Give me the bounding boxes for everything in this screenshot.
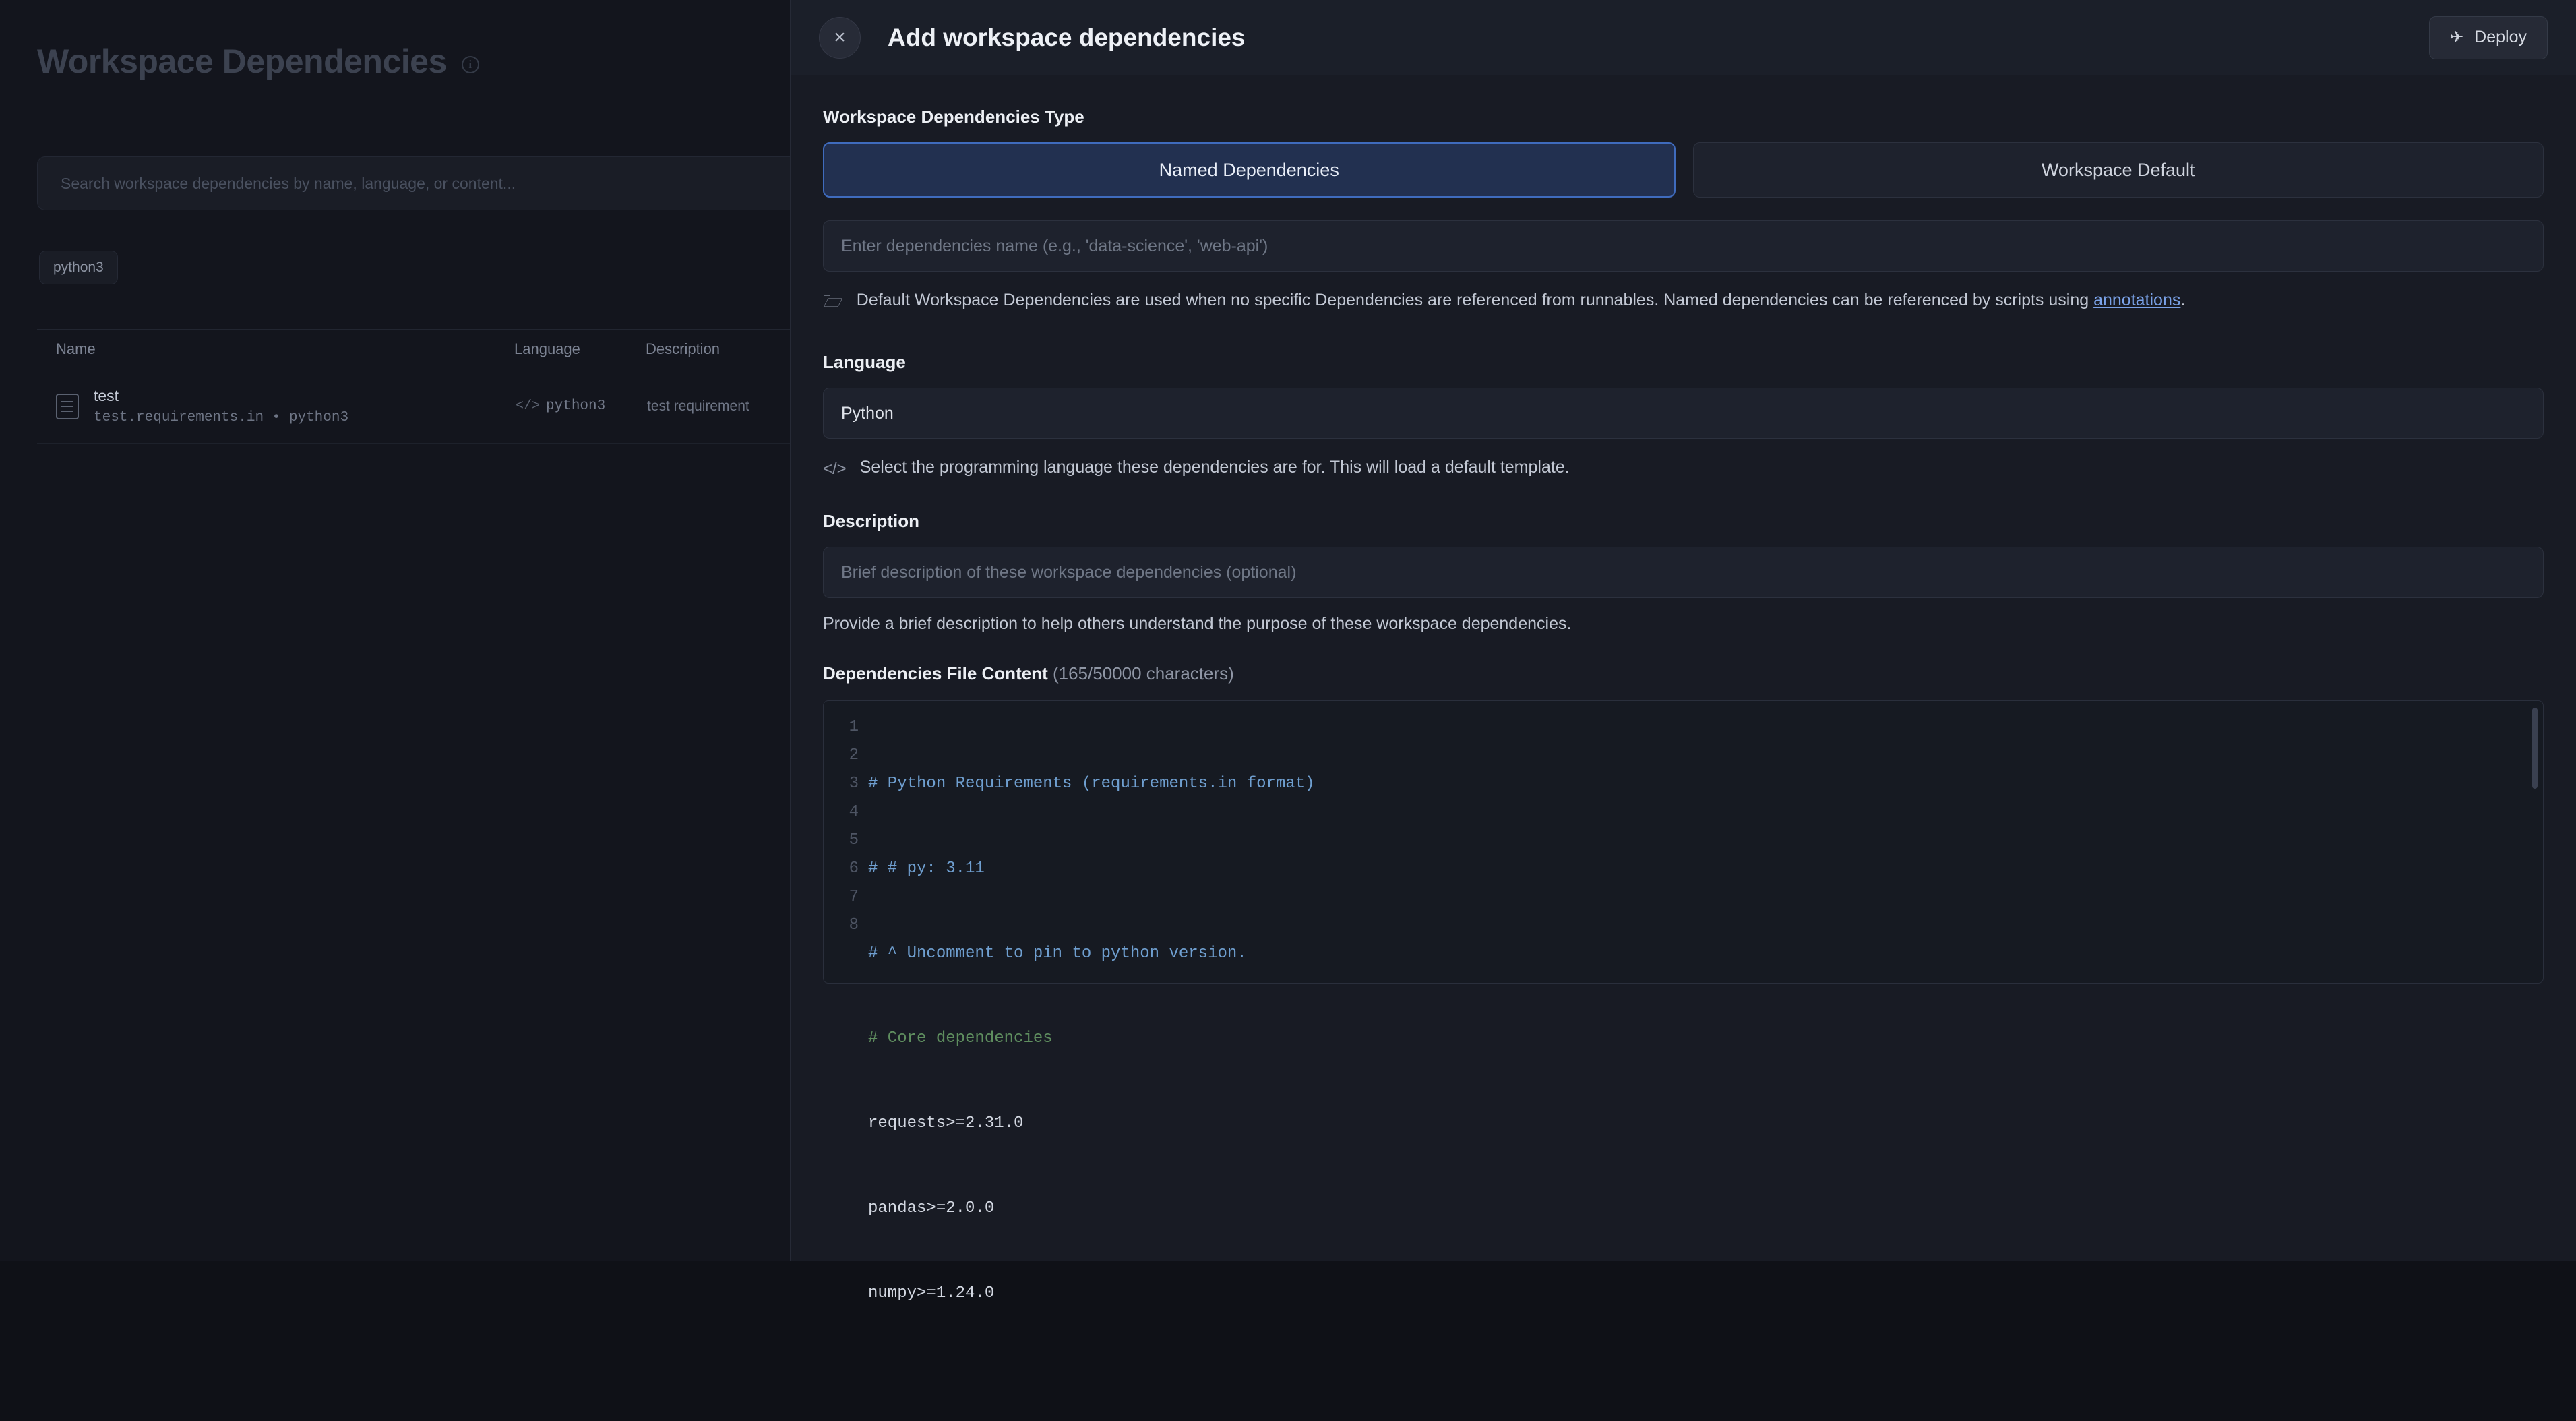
code-line: # # py: 3.11 xyxy=(868,859,985,878)
line-number-gutter xyxy=(824,701,859,983)
panel-title: Add workspace dependencies xyxy=(888,23,1246,51)
row-language xyxy=(516,398,647,414)
search-input[interactable] xyxy=(37,156,920,210)
type-section xyxy=(823,107,2544,314)
filter-chip-python3[interactable] xyxy=(39,251,118,284)
code-text-area[interactable] xyxy=(859,701,2543,1302)
filter-chip-label: python3 xyxy=(53,260,104,275)
deploy-button[interactable] xyxy=(2429,16,2548,59)
panel-header xyxy=(791,0,2576,75)
panel-body xyxy=(791,75,2576,1302)
code-line: pandas>=2.0.0 xyxy=(868,1199,995,1217)
dependencies-name-placeholder: Enter dependencies name (e.g., 'data-science', 'web-api') xyxy=(841,236,1268,255)
code-line: # Python Requirements (requirements.in format) xyxy=(868,775,1315,793)
line-number: 6 xyxy=(849,859,859,878)
info-icon[interactable]: i xyxy=(462,56,479,73)
type-helper-prefix: Default Workspace Dependencies are used when no specific Dependencies are referenced from runnables. Named dependencies can be referenced by scripts using xyxy=(856,291,2094,309)
description-section xyxy=(823,511,2544,634)
type-section-label: Workspace Dependencies Type xyxy=(823,107,1084,127)
page-title-row xyxy=(0,0,790,81)
rocket-icon: ✈ xyxy=(2450,28,2464,47)
row-description: test requirement xyxy=(647,398,749,414)
row-name-wrap xyxy=(94,387,516,425)
line-number: 7 xyxy=(849,888,859,906)
file-content-label xyxy=(823,663,2544,684)
file-icon xyxy=(56,394,79,419)
language-helper-text xyxy=(823,455,2544,481)
row-name: test xyxy=(94,387,119,404)
line-number: 8 xyxy=(849,916,859,934)
row-path: test.requirements.in • python3 xyxy=(94,410,349,425)
close-glyph: × xyxy=(834,26,846,49)
code-scrollbar-thumb[interactable] xyxy=(2532,708,2538,789)
code-line: # ^ Uncomment to pin to python version. xyxy=(868,944,1247,963)
code-icon: </> xyxy=(823,460,847,478)
type-segmented-control xyxy=(823,142,2544,198)
description-helper-text: Provide a brief description to help others understand the purpose of these workspace dependencies. xyxy=(823,614,1572,633)
line-number: 5 xyxy=(849,831,859,849)
folder-icon: 🗁 xyxy=(823,293,843,311)
segment-workspace-default-label: Workspace Default xyxy=(2041,159,2195,180)
workspace-dependencies-page xyxy=(0,0,790,1261)
column-header-language: Language xyxy=(514,340,580,357)
dependencies-name-input[interactable] xyxy=(823,220,2544,272)
description-input[interactable] xyxy=(823,547,2544,598)
line-number: 2 xyxy=(849,746,859,764)
code-scrollbar[interactable] xyxy=(2532,708,2538,977)
language-select-value: Python xyxy=(841,403,894,423)
segment-named-dependencies-label: Named Dependencies xyxy=(1159,159,1339,180)
description-section-label: Description xyxy=(823,511,920,531)
type-helper-text xyxy=(823,288,2544,314)
language-section-label: Language xyxy=(823,352,906,372)
column-header-description: Description xyxy=(646,340,720,357)
table-row[interactable] xyxy=(37,369,920,444)
type-helper-suffix: . xyxy=(2180,291,2186,309)
annotations-link[interactable]: annotations xyxy=(2093,291,2181,309)
column-header-name: Name xyxy=(56,340,96,357)
language-section xyxy=(823,352,2544,481)
file-content-counter: (165/50000 characters) xyxy=(1052,663,1234,684)
code-line: # Core dependencies xyxy=(868,1029,1053,1048)
language-helper-body: Select the programming language these dependencies are for. This will load a default template. xyxy=(859,458,1570,477)
line-number: 3 xyxy=(849,775,859,793)
file-content-section xyxy=(823,663,2544,1302)
type-helper-body xyxy=(857,288,2186,314)
segment-named-dependencies[interactable] xyxy=(823,142,1676,198)
search-placeholder: Search workspace dependencies by name, language, or content... xyxy=(61,174,516,192)
segment-workspace-default[interactable] xyxy=(1693,142,2544,198)
line-number: 4 xyxy=(849,803,859,821)
description-placeholder: Brief description of these workspace dependencies (optional) xyxy=(841,562,1297,582)
code-line: requests>=2.31.0 xyxy=(868,1114,1024,1132)
row-language-label: python3 xyxy=(546,398,606,414)
line-number: 1 xyxy=(849,718,859,736)
language-select[interactable] xyxy=(823,388,2544,439)
page-title: Workspace Dependencies xyxy=(37,42,447,80)
code-editor[interactable] xyxy=(823,700,2544,1302)
deploy-label: Deploy xyxy=(2474,28,2527,47)
file-content-title: Dependencies File Content xyxy=(823,663,1048,684)
code-line: numpy>=1.24.0 xyxy=(868,1284,995,1302)
table-header xyxy=(37,329,920,369)
add-dependencies-panel xyxy=(790,0,2576,1302)
close-icon[interactable] xyxy=(819,17,861,59)
code-icon: </> xyxy=(516,398,541,414)
